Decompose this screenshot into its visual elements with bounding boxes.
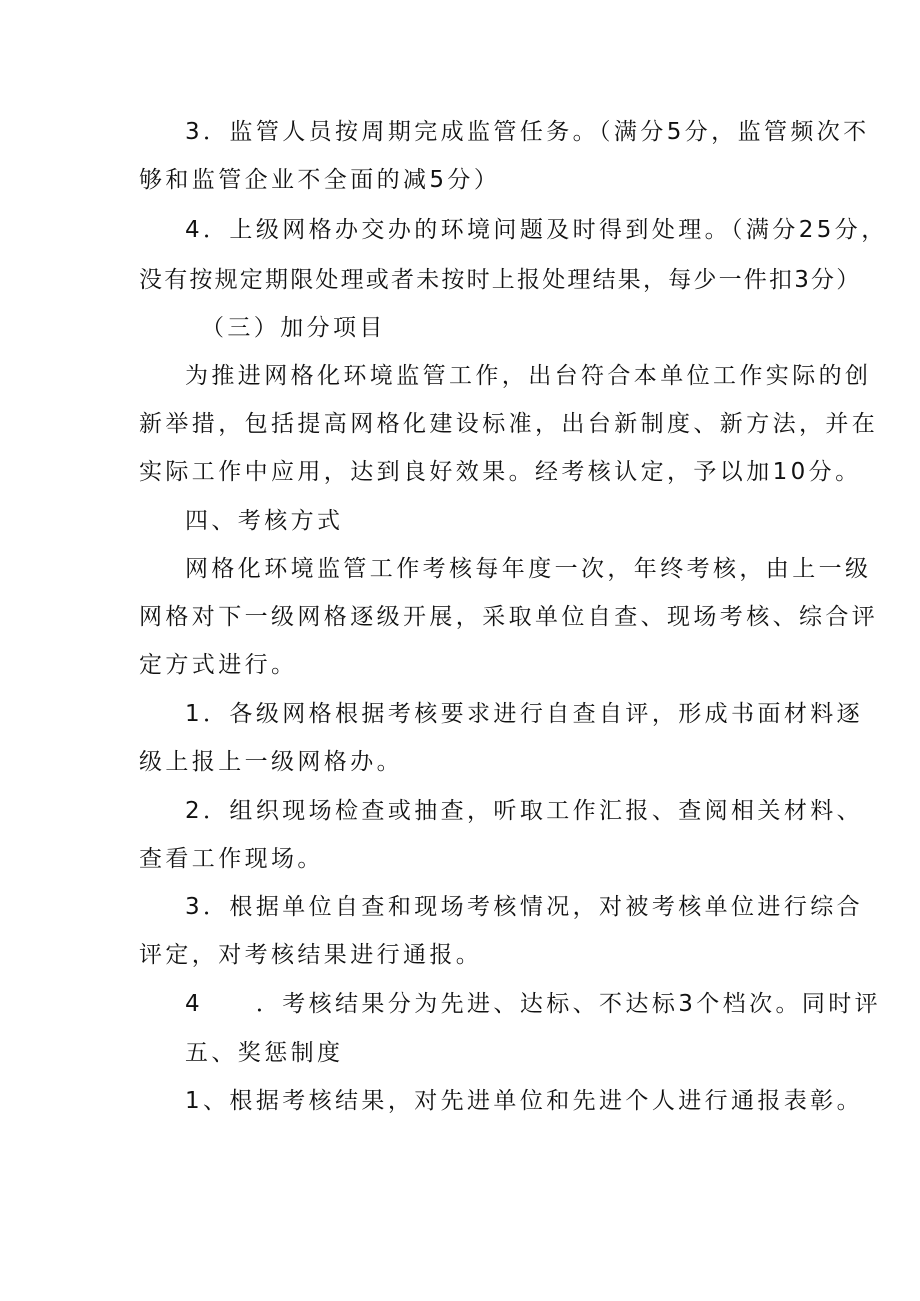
bonus-body-line-1: 为推进网格化环境监管工作，出台符合本单位工作实际的创 [185,363,872,389]
method-1-line-1: 1．各级网格根据考核要求进行自查自评，形成书面材料逐 [185,701,864,727]
section-5-heading: 五、奖惩制度 [185,1040,344,1066]
method-body-line-1: 网格化环境监管工作考核每年度一次，年终考核，由上一级 [185,556,872,582]
reward-1-line-1: 1、根据考核结果，对先进单位和先进个人进行通报表彰。 [185,1088,864,1114]
section-4-heading: 四、考核方式 [185,508,344,534]
method-body-line-2: 网格对下一级网格逐级开展，采取单位自查、现场考核、综合评 [139,604,879,630]
item-4-line-1: 4．上级网格办交办的环境问题及时得到处理。（满分25分， [185,217,888,243]
method-4-line-1: 4 ．考核结果分为先进、达标、不达标3个档次。同时评 [185,991,882,1017]
bonus-heading: （三）加分项目 [201,315,386,341]
bonus-body-line-2: 新举措，包括提高网格化建设标准，出台新制度、新方法，并在 [139,411,879,437]
method-3-line-2: 评定，对考核结果进行通报。 [139,942,483,968]
method-2-line-2: 查看工作现场。 [139,846,324,872]
item-3-line-2: 够和监管企业不全面的减5分） [139,167,501,193]
method-1-line-2: 级上报上一级网格办。 [139,749,403,775]
method-3-line-1: 3．根据单位自查和现场考核情况，对被考核单位进行综合 [185,894,864,920]
item-4-line-2: 没有按规定期限处理或者未按时上报处理结果，每少一件扣3分） [139,267,862,293]
bonus-body-line-3: 实际工作中应用，达到良好效果。经考核认定，予以加10分。 [139,459,862,485]
method-body-line-3: 定方式进行。 [139,652,298,678]
item-3-line-1: 3．监管人员按周期完成监管任务。（满分5分，监管频次不 [185,119,870,145]
method-2-line-1: 2．组织现场检查或抽查，听取工作汇报、查阅相关材料、 [185,798,864,824]
